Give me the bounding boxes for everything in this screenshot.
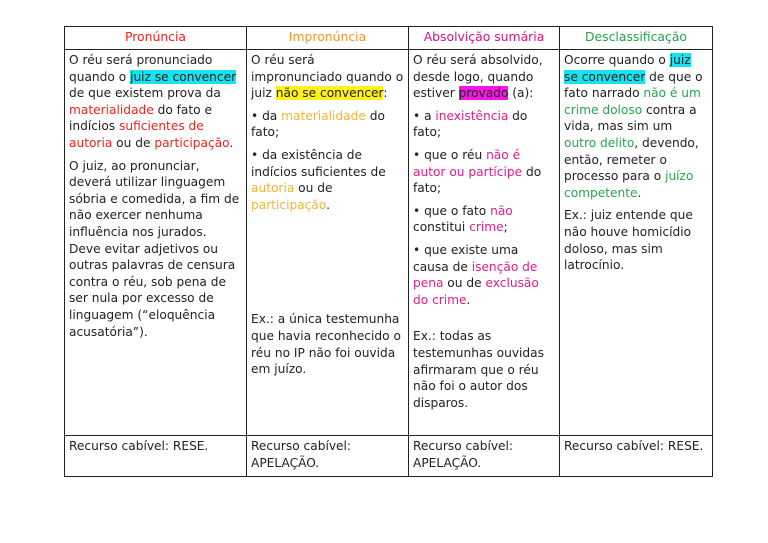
term-participacao: participação bbox=[154, 135, 230, 150]
text-segment: • a bbox=[413, 108, 436, 123]
highlight-juiz-se-convencer: juiz se convencer bbox=[564, 53, 691, 84]
highlight-nao-se-convencer: não se convencer bbox=[275, 86, 384, 101]
text-segment: de que o fato narrado bbox=[564, 69, 703, 101]
term-materialidade: materialidade bbox=[69, 102, 154, 117]
text-segment: ou de bbox=[443, 276, 486, 291]
comparison-table bbox=[64, 26, 713, 477]
absolvicao-bullet-4 bbox=[413, 242, 555, 308]
footer-pronuncia: Recurso cabível: RESE. bbox=[65, 436, 247, 477]
cell-impronuncia bbox=[247, 50, 409, 436]
text-segment: : bbox=[383, 86, 388, 101]
term-inexistencia: inexistência bbox=[435, 108, 509, 123]
text-segment: • que existe uma causa de bbox=[413, 242, 519, 274]
term-nao: não bbox=[490, 203, 513, 218]
term-materialidade: materialidade bbox=[281, 108, 366, 123]
header-row bbox=[65, 27, 713, 50]
term-exclusao-do-crime: exclusão do crime bbox=[413, 276, 539, 307]
text-segment: constitui bbox=[413, 220, 470, 235]
term-crime: crime bbox=[469, 220, 504, 235]
text-segment: (a): bbox=[508, 86, 534, 101]
absolvicao-example: Ex.: todas as testemunhas ouvidas afirmaram que o réu não foi o autor dos disparos. bbox=[413, 329, 544, 410]
text-segment: Ocorre quando o bbox=[564, 53, 670, 67]
text-segment: . bbox=[229, 135, 234, 150]
header-impronuncia: Impronúncia bbox=[247, 27, 409, 50]
text-segment: • da bbox=[251, 108, 282, 123]
impronuncia-example: Ex.: a única testemunha que havia reconhecido o réu no IP não foi ouvida em juízo. bbox=[251, 312, 401, 377]
impronuncia-bullet-2 bbox=[251, 147, 404, 213]
highlight-provado: provado bbox=[458, 86, 509, 101]
text-segment: • da existência de indícios suficientes de bbox=[251, 147, 386, 179]
footer-absolvicao-sumaria: Recurso cabível: APELAÇÃO. bbox=[409, 436, 560, 477]
desclassificacao-example: Ex.: juiz entende que não houve homicídio doloso, mas sim latrocínio. bbox=[564, 208, 693, 273]
absolvicao-bullet-1 bbox=[413, 108, 555, 141]
text-segment: • que o réu bbox=[413, 147, 487, 162]
text-segment: , devendo, então, remeter o processo para o bbox=[564, 135, 699, 184]
footer-row bbox=[65, 436, 713, 477]
text-segment: do fato; bbox=[413, 164, 542, 196]
term-autoria: autoria bbox=[251, 181, 295, 196]
text-segment: ; bbox=[503, 220, 508, 235]
footer-impronuncia: Recurso cabível: APELAÇÃO. bbox=[247, 436, 409, 477]
cell-pronuncia bbox=[65, 50, 247, 436]
text-segment: . bbox=[637, 185, 642, 200]
absolvicao-bullet-3 bbox=[413, 203, 555, 236]
text-segment: do fato e indícios bbox=[69, 102, 213, 134]
absolvicao-paragraph-1 bbox=[413, 52, 555, 102]
text-segment: . bbox=[466, 292, 471, 307]
pronuncia-paragraph-1 bbox=[69, 52, 242, 152]
cell-absolvicao-sumaria bbox=[409, 50, 560, 436]
header-desclassificacao: Desclassificação bbox=[560, 27, 713, 50]
text-segment: • que o fato bbox=[413, 203, 491, 218]
cell-desclassificacao bbox=[560, 50, 713, 436]
text-segment: de que existem prova da bbox=[69, 86, 221, 101]
content-row bbox=[65, 50, 713, 436]
text-segment: ou de bbox=[112, 135, 155, 150]
term-suficientes-de-autoria: suficientes de autoria bbox=[69, 119, 204, 150]
text-segment: . bbox=[326, 197, 330, 212]
text-segment: do fato; bbox=[413, 108, 528, 140]
term-isencao-de-pena: isenção de pena bbox=[413, 259, 538, 291]
text-segment: O réu será impronunciado quando o juiz bbox=[251, 53, 404, 101]
term-nao-e-autor-ou-participe: não é autor ou partícipe bbox=[413, 147, 523, 179]
term-participacao: participação bbox=[251, 197, 327, 212]
header-absolvicao-sumaria: Absolvição sumária bbox=[409, 27, 560, 50]
text-segment: do fato; bbox=[251, 108, 385, 140]
impronuncia-paragraph-1 bbox=[251, 52, 404, 102]
absolvicao-bullet-2 bbox=[413, 147, 555, 197]
term-juizo-competente: juízo competente bbox=[564, 169, 694, 200]
footer-desclassificacao: Recurso cabível: RESE. bbox=[560, 436, 713, 477]
text-segment: O réu será absolvido, desde logo, quando estiver bbox=[413, 53, 543, 101]
text-segment: O réu será pronunciado quando o bbox=[69, 53, 213, 84]
header-pronuncia: Pronúncia bbox=[65, 27, 247, 50]
desclassificacao-paragraph-1 bbox=[564, 52, 708, 201]
text-segment: contra a vida, mas sim um bbox=[564, 102, 697, 134]
pronuncia-paragraph-2: O juiz, ao pronunciar, deverá utilizar linguagem sóbria e comedida, a fim de não exercer nenhuma influência nos jurados. Deve evitar adjetivos ou outras palavras de censura contra o réu, sob pena de ser nula por excesso de linguagem (“eloquência acusatória”). bbox=[69, 158, 240, 339]
term-nao-e-um-crime-doloso: não é um crime doloso bbox=[564, 86, 701, 117]
term-outro-delito: outro delito bbox=[564, 135, 635, 150]
text-segment: ou de bbox=[294, 181, 333, 196]
impronuncia-bullet-1 bbox=[251, 108, 404, 141]
highlight-juiz-se-convencer: juiz se convencer bbox=[130, 69, 237, 84]
